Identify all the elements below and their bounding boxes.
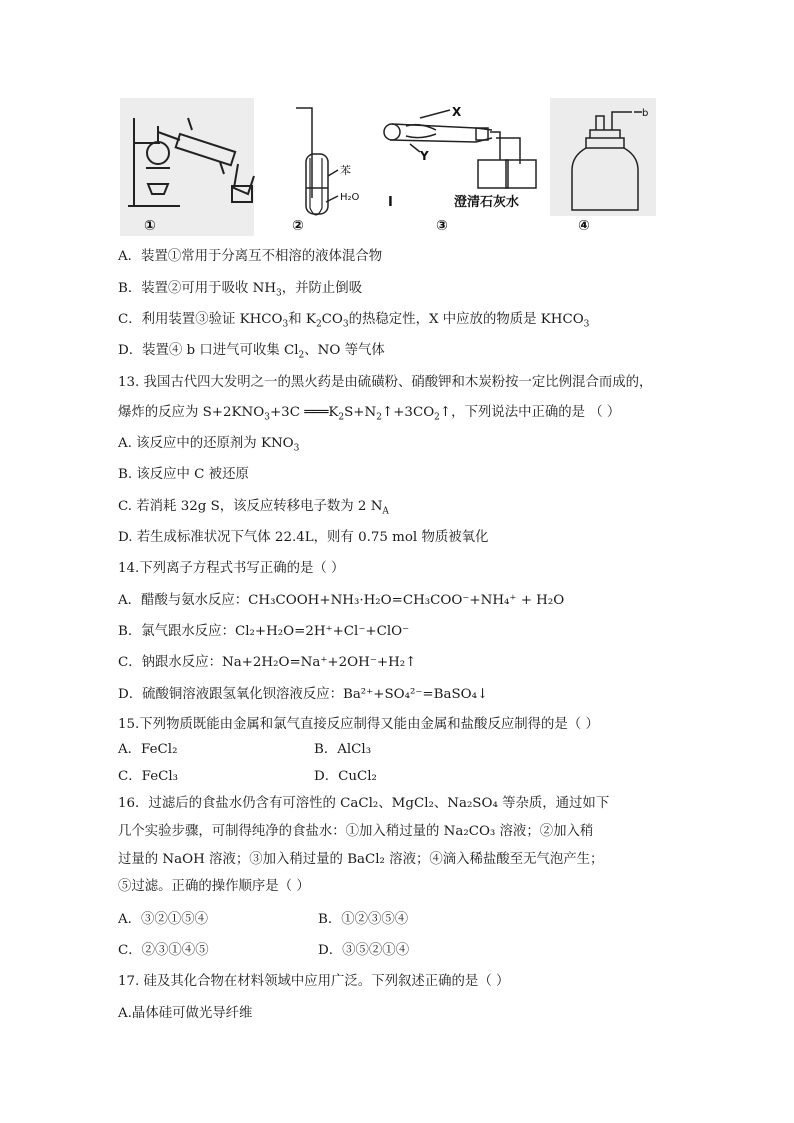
q17-stem: 17. 硅及其化合物在材料领域中应用广泛。下列叙述正确的是（ ） (118, 974, 510, 989)
q17-option-a: A.晶体硅可做光导纤维 (118, 1006, 253, 1021)
q14-stem: 14.下列离子方程式书写正确的是（ ） (118, 561, 345, 576)
q15-option-a: A．FeCl₂ (118, 742, 178, 757)
fig3-x-label: X (452, 105, 462, 119)
q12-option-a: A．装置①常用于分离互不相溶的液体混合物 (118, 249, 383, 264)
q16-option-a: A．③②①⑤④ (118, 912, 209, 927)
q15-option-c: C．FeCl₃ (118, 769, 179, 784)
q16-stem-line3: 过量的 NaOH 溶液；③加入稍过量的 BaCl₂ 溶液；④滴入稀盐酸至无气泡产生； (118, 852, 604, 867)
fig3-roman-label: I (388, 195, 393, 210)
apparatus-figures (120, 98, 656, 236)
q13-option-a: A. 该反应中的还原剂为 $KNO_3$ (118, 436, 300, 454)
fig3-limewater-label: 澄清石灰水 (454, 195, 520, 210)
q15-option-b: B．AlCl₃ (314, 742, 372, 757)
q16-option-b: B．①②③⑤④ (318, 912, 409, 927)
q13-option-b: B. 该反应中 C 被还原 (118, 467, 249, 482)
fig3-y-label: Y (420, 149, 429, 163)
q14-option-c: C．钠跟水反应：Na+2H₂O=Na⁺+2OH⁻+H₂↑ (118, 655, 417, 670)
q13-stem-line1: 13. 我国古代四大发明之一的黑火药是由硫磺粉、硝酸钾和木炭粉按一定比例混合而成的， (118, 375, 653, 390)
fig4-label: ④ (578, 218, 590, 234)
fig2-label: ② (292, 218, 304, 234)
q12-option-c: C．利用装置③验证 $KHCO_3$和 $K_2CO_3$的热稳定性，X 中应放的物质是 $KHCO_3$ (118, 312, 590, 330)
q16-option-c: C．②③①④⑤ (118, 943, 209, 958)
q12-option-b: B．装置②可用于吸收 $NH_3$，并防止倒吸 (118, 281, 363, 299)
q13-option-d: D. 若生成标准状况下气体 22.4L，则有 0.75 mol 物质被氧化 (118, 530, 489, 545)
fig3-label: ③ (436, 218, 448, 234)
q12-option-d: D．装置④ b 口进气可收集 $Cl_2$、NO 等气体 (118, 343, 385, 361)
apparatus-drawing (120, 98, 656, 236)
q14-option-b: B．氯气跟水反应：Cl₂+H₂O=2H⁺+Cl⁻+ClO⁻ (118, 624, 410, 639)
q13-option-c: C. 若消耗 32g S，该反应转移电子数为 2 $N_A$ (118, 499, 389, 517)
fig3-tube-apparatus (384, 110, 536, 188)
q16-stem-line4: ⑤过滤。正确的操作顺序是（ ） (118, 879, 310, 894)
q16-stem-line2: 几个实验步骤，可制得纯净的食盐水：①加入稍过量的 Na₂CO₃ 溶液；②加入稍 (118, 824, 594, 839)
fig4-b-label: b (642, 108, 649, 119)
q16-option-d: D．③⑤②①④ (318, 943, 410, 958)
fig2-water-label: H₂O (340, 192, 360, 203)
fig1-label: ① (144, 218, 156, 234)
q15-stem: 15.下列物质既能由金属和氯气直接反应制得又能由金属和盐酸反应制得的是（ ） (118, 717, 599, 732)
fig1-panel (120, 98, 254, 236)
q14-option-a: A．醋酸与氨水反应：CH₃COOH+NH₃·H₂O=CH₃COO⁻+NH₄⁺ + H₂O (118, 593, 565, 608)
fig2-tube-apparatus (296, 108, 338, 215)
q16-stem-line1: 16．过滤后的食盐水仍含有可溶性的 CaCl₂、MgCl₂、Na₂SO₄ 等杂质，通过如下 (118, 796, 610, 811)
q15-option-d: D．CuCl₂ (314, 769, 377, 784)
q13-stem-line2: 爆炸的反应为 $S+2KNO_3+3C$ $═══K_2S+N_2↑+3CO_2↑$，下列说法中正确的是 （ ） (118, 405, 621, 423)
q14-option-d: D．硫酸铜溶液跟氢氧化钡溶液反应：Ba²⁺+SO₄²⁻=BaSO₄↓ (118, 687, 489, 702)
fig2-benzene-label: 苯 (340, 164, 351, 177)
